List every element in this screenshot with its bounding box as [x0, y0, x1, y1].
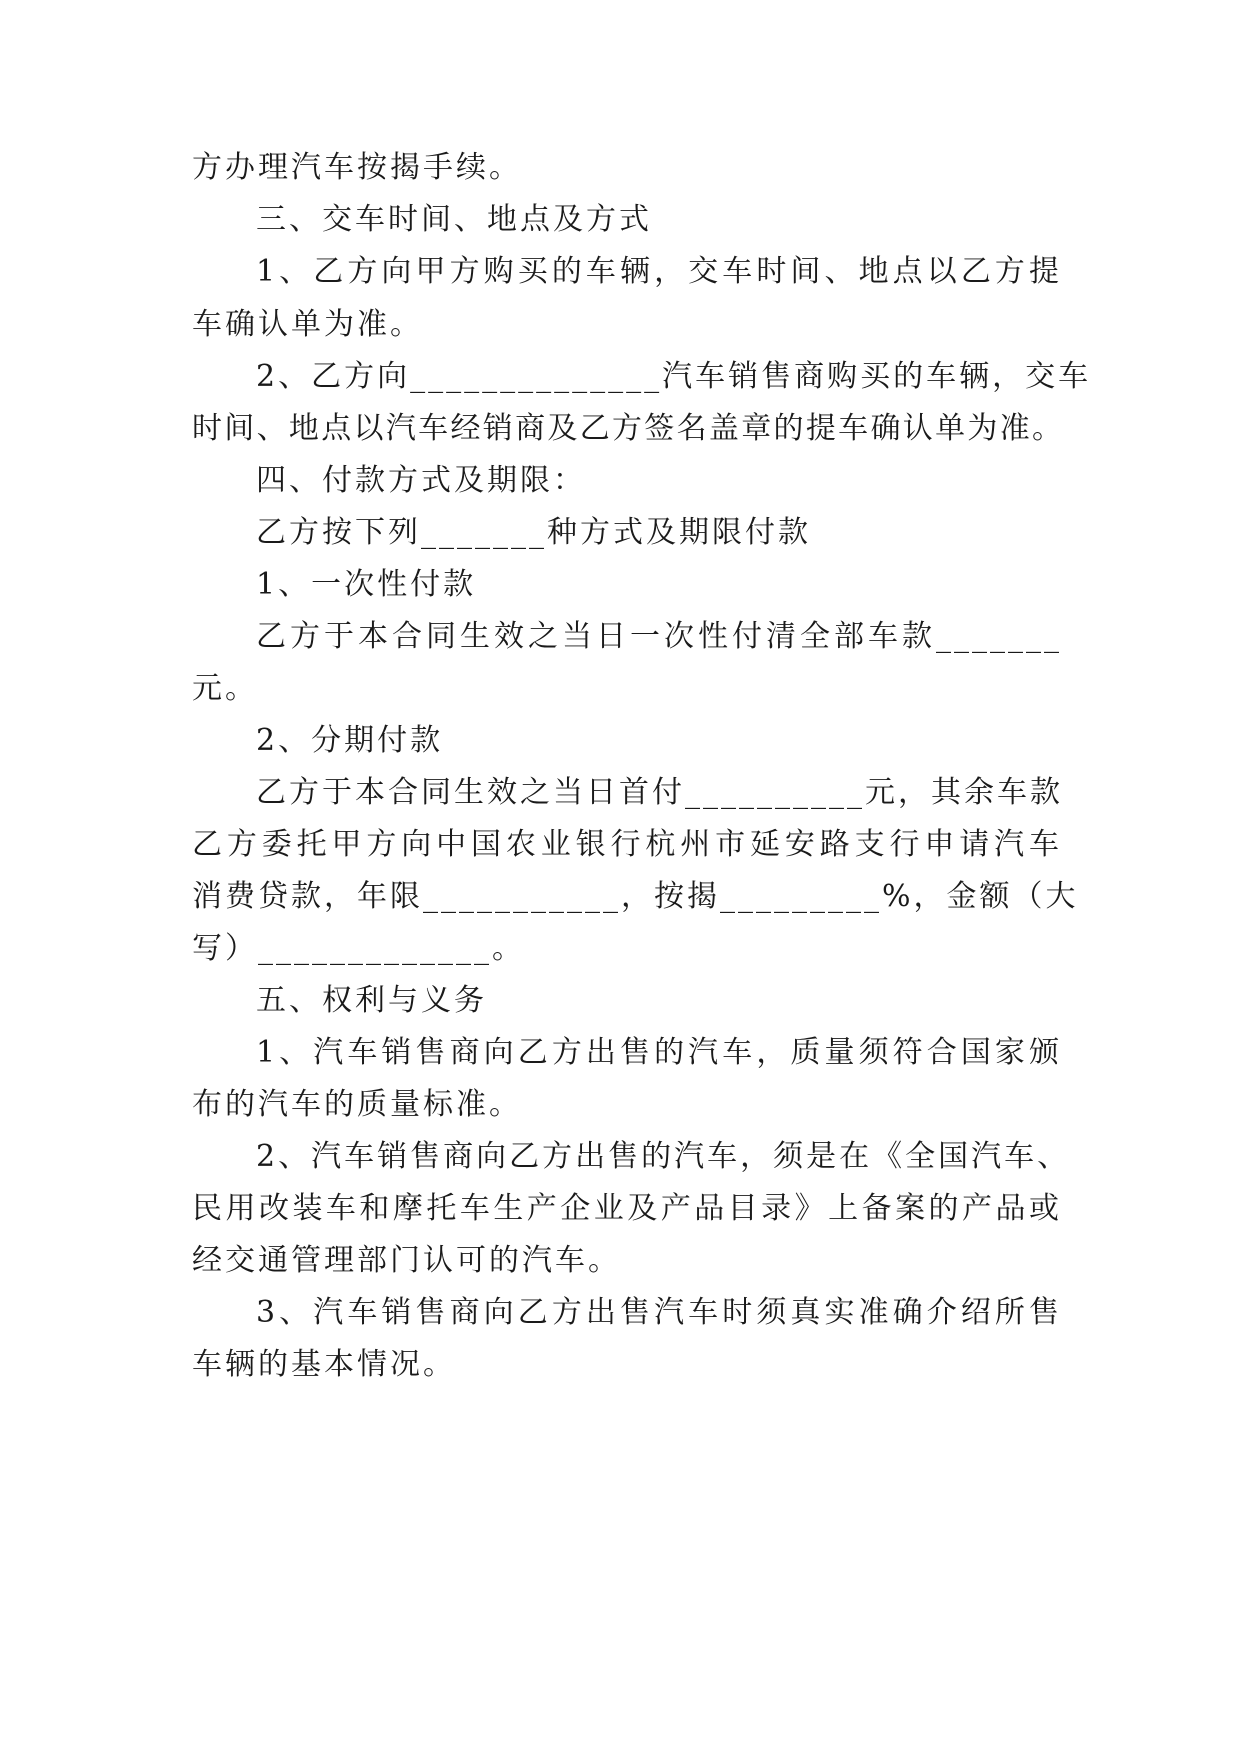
paragraph-line: 布的汽车的质量标准。 [192, 1087, 522, 1122]
paragraph-line: 民用改装车和摩托车生产企业及产品目录》上备案的产品或 [192, 1191, 1062, 1226]
paragraph-line: 2、分期付款 [256, 723, 444, 758]
paragraph-line: 写）_____________。 [192, 931, 525, 966]
section-heading: 五、权利与义务 [256, 983, 487, 1018]
paragraph-line: 乙方于本合同生效之当日一次性付清全部车款_______ [256, 619, 1062, 654]
paragraph-line: 时间、地点以汽车经销商及乙方签名盖章的提车确认单为准。 [192, 411, 1062, 446]
paragraph-line: 方办理汽车按揭手续。 [192, 150, 522, 185]
paragraph-line: 3、汽车销售商向乙方出售汽车时须真实准确介绍所售 [256, 1295, 1062, 1330]
section-heading: 四、付款方式及期限： [256, 463, 586, 498]
paragraph-line: 1、乙方向甲方购买的车辆，交车时间、地点以乙方提 [256, 254, 1062, 289]
paragraph-line: 2、乙方向______________汽车销售商购买的车辆，交车 [256, 359, 1092, 394]
paragraph-line: 1、汽车销售商向乙方出售的汽车，质量须符合国家颁 [256, 1035, 1062, 1070]
paragraph-line: 消费贷款，年限___________，按揭_________%，金额（大 [192, 879, 1079, 914]
paragraph-line: 车确认单为准。 [192, 307, 423, 342]
paragraph-line: 1、一次性付款 [256, 567, 477, 602]
paragraph-line: 2、汽车销售商向乙方出售的汽车，须是在《全国汽车、 [256, 1139, 1071, 1174]
paragraph-line: 乙方按下列_______种方式及期限付款 [256, 515, 811, 550]
paragraph-line: 经交通管理部门认可的汽车。 [192, 1243, 621, 1278]
paragraph-line: 元。 [192, 671, 258, 706]
paragraph-line: 车辆的基本情况。 [192, 1347, 456, 1382]
paragraph-line: 乙方委托甲方向中国农业银行杭州市延安路支行申请汽车 [192, 827, 1062, 862]
paragraph-line: 乙方于本合同生效之当日首付__________元，其余车款 [256, 775, 1063, 810]
section-heading: 三、交车时间、地点及方式 [256, 202, 652, 237]
